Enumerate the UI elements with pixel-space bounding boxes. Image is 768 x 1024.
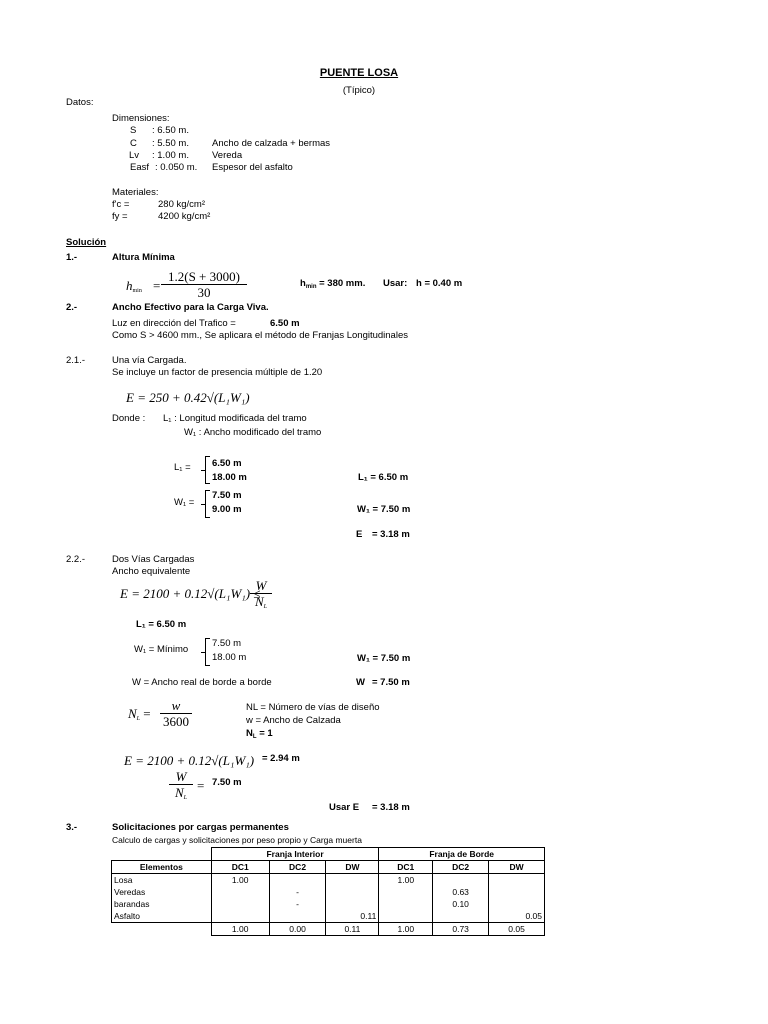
- s21-num: 2.1.-: [66, 355, 86, 366]
- e-formula-two-lanes-result: E = 2100 + 0.12√(L₁W₁): [124, 753, 255, 768]
- table-cell: Asfalto: [112, 910, 212, 923]
- dim-val: : 0.050 m.: [155, 162, 198, 173]
- nl-result: $N_L = 1$: [246, 728, 273, 740]
- column-header: DC2: [269, 861, 326, 874]
- s2-num: 2.-: [66, 302, 78, 313]
- w-calzada-definition: w = Ancho de Calzada: [246, 715, 341, 726]
- s21-title: Una vía Cargada.: [112, 355, 187, 366]
- mat-sym: fy =: [112, 211, 128, 222]
- l1-label: L₁ =: [174, 462, 191, 473]
- loads-table: [111, 847, 545, 936]
- donde-label: Donde :: [112, 413, 146, 424]
- s3-num: 3.-: [66, 822, 78, 833]
- materiales-heading: Materiales:: [112, 187, 159, 198]
- table-cell: [269, 910, 326, 923]
- table-cell: [326, 886, 379, 898]
- nl-definition: NL = Número de vías de diseño: [246, 702, 380, 713]
- hmin-fraction-den: 30: [197, 285, 211, 300]
- w-over-nl-fraction-2: [169, 769, 193, 806]
- dim-val: : 5.50 m.: [152, 138, 189, 149]
- nl-fraction-den: 3600: [163, 714, 189, 729]
- e-formula-one-lane: E = 250 + 0.42√(L₁W₁): [126, 390, 250, 405]
- w-definition: W = Ancho real de borde a borde: [132, 677, 272, 688]
- e-two-lanes-value: = 2.94 m: [262, 753, 300, 764]
- s1-title: Altura Mínima: [112, 252, 175, 263]
- page-title: PUENTE LOSA: [319, 67, 399, 79]
- mat-val: 4200 kg/cm²: [158, 211, 211, 222]
- table-cell: [379, 886, 433, 898]
- w1-min-label: W₁ = Mínimo: [134, 644, 189, 655]
- table-cell: [211, 910, 269, 923]
- table-cell: [269, 874, 326, 887]
- table-cell: [433, 874, 489, 887]
- total-cell: 0.11: [326, 923, 379, 936]
- dim-desc: Ancho de calzada + bermas: [212, 138, 331, 149]
- e-one-lane-label: E: [356, 529, 363, 540]
- nl-fraction-num: w: [160, 698, 192, 714]
- dim-sym: S: [130, 125, 137, 136]
- table-header-row: [112, 861, 545, 874]
- table-cell: 0.05: [489, 910, 545, 923]
- table-totals-row: [112, 923, 545, 936]
- w1-label: W₁ =: [174, 497, 195, 508]
- column-header: DC1: [211, 861, 269, 874]
- w-over-nl-fraction: [250, 578, 272, 615]
- mat-val: 280 kg/cm²: [158, 199, 205, 210]
- group-franja-borde: Franja de Borde: [379, 848, 545, 861]
- table-group-row: [112, 848, 545, 861]
- fraction-den: $N_L$: [174, 785, 187, 801]
- s22-subtitle: Ancho equivalente: [112, 566, 191, 577]
- table-cell: [379, 910, 433, 923]
- table-row: [112, 910, 545, 923]
- table-cell: [489, 898, 545, 910]
- w1-option: 7.50 m: [212, 490, 242, 501]
- table-row: [112, 898, 545, 910]
- table-cell: -: [269, 886, 326, 898]
- hmin-formula-eq: =: [153, 278, 161, 293]
- table-cell: Losa: [112, 874, 212, 887]
- l1-option: 18.00 m: [212, 472, 247, 483]
- dim-val: : 1.00 m.: [152, 150, 189, 161]
- w1-min-result: W₁ = 7.50 m: [357, 653, 411, 664]
- table-cell: Veredas: [112, 886, 212, 898]
- fraction-num: W: [169, 769, 193, 785]
- table-cell: 0.10: [433, 898, 489, 910]
- table-cell: barandas: [112, 898, 212, 910]
- s21-note: Se incluye un factor de presencia múltiple de 1.20: [112, 367, 323, 378]
- table-cell: 1.00: [379, 874, 433, 887]
- s2-title: Ancho Efectivo para la Carga Viva.: [112, 302, 269, 313]
- usar-e-value: = 3.18 m: [372, 802, 410, 813]
- table-cell: [489, 886, 545, 898]
- table-cell: [433, 910, 489, 923]
- column-header: Elementos: [112, 861, 212, 874]
- dim-sym: Lv: [129, 150, 140, 161]
- dim-val: : 6.50 m.: [152, 125, 189, 136]
- hmin-fraction-num: 1.2(S + 3000): [161, 269, 247, 285]
- total-cell: 0.73: [433, 923, 489, 936]
- table-cell: [326, 874, 379, 887]
- page-subtitle: (Típico): [342, 85, 376, 96]
- mat-sym: f'c =: [112, 199, 130, 210]
- l1-option: 6.50 m: [212, 458, 242, 469]
- w-over-nl-value: 7.50 m: [212, 777, 242, 788]
- luz-value: 6.50 m: [270, 318, 300, 329]
- w1-definition: W₁ : Ancho modificado del tramo: [184, 427, 322, 438]
- total-cell: 1.00: [211, 923, 269, 936]
- s22-num: 2.2.-: [66, 554, 86, 565]
- s3-title: Solicitaciones por cargas permanentes: [112, 822, 289, 833]
- hmin-result: $h_{min} = 380$ mm.: [300, 278, 366, 290]
- hmin-fraction: [161, 269, 247, 300]
- w1-result: W₁ = 7.50 m: [357, 504, 411, 515]
- table-cell: [112, 923, 212, 936]
- w-over-nl-eq: =: [197, 778, 205, 793]
- table-cell: -: [269, 898, 326, 910]
- e-one-lane-value: = 3.18 m: [372, 529, 410, 540]
- fraction-den: $N_L$: [254, 594, 267, 610]
- s22-title: Dos Vías Cargadas: [112, 554, 195, 565]
- s1-num: 1.-: [66, 252, 78, 263]
- l1-definition: L₁ : Longitud modificada del tramo: [163, 413, 307, 424]
- s3-note: Calculo de cargas y solicitaciones por peso propio y Carga muerta: [112, 835, 362, 845]
- usar-value: h = 0.40 m: [416, 278, 463, 289]
- table-cell: [211, 898, 269, 910]
- w-result-value: = 7.50 m: [372, 677, 410, 688]
- dim-sym: C: [130, 138, 137, 149]
- dim-desc: Vereda: [212, 150, 243, 161]
- column-header: DC1: [379, 861, 433, 874]
- table-cell: 0.11: [326, 910, 379, 923]
- w1-min-option: 18.00 m: [212, 652, 247, 663]
- l1-result: L₁ = 6.50 m: [358, 472, 409, 483]
- table-row: [112, 874, 545, 887]
- nl-formula-lhs: $N_L$ =: [128, 706, 151, 722]
- column-header: DC2: [433, 861, 489, 874]
- table-cell: [211, 886, 269, 898]
- s2-note: Como S > 4600 mm., Se aplicara el método de Franjas Longitudinales: [112, 330, 408, 341]
- dimensiones-heading: Dimensiones:: [112, 113, 170, 124]
- w1-min-option: 7.50 m: [212, 638, 242, 649]
- total-cell: 1.00: [379, 923, 433, 936]
- w1-brace: [205, 490, 210, 518]
- total-cell: 0.05: [489, 923, 545, 936]
- column-header: DW: [489, 861, 545, 874]
- w1-option: 9.00 m: [212, 504, 242, 515]
- table-cell: [112, 848, 212, 861]
- total-cell: 0.00: [269, 923, 326, 936]
- l1-brace: [205, 456, 210, 484]
- w-result-label: W: [356, 677, 365, 688]
- hmin-formula-lhs: $h_{min}$: [126, 278, 142, 294]
- dim-sym: Easf: [130, 162, 150, 173]
- datos-label: Datos:: [66, 97, 94, 108]
- table-cell: 1.00: [211, 874, 269, 887]
- usar-label: Usar:: [383, 278, 408, 289]
- usar-e-label: Usar E: [329, 802, 360, 813]
- table-cell: [489, 874, 545, 887]
- l1-line: L₁ = 6.50 m: [136, 619, 187, 630]
- e-formula-two-lanes: E = 2100 + 0.12√(L₁W₁) ≤: [120, 586, 261, 601]
- group-franja-interior: Franja Interior: [211, 848, 379, 861]
- luz-label: Luz en dirección del Trafico =: [112, 318, 236, 329]
- dim-desc: Espesor del asfalto: [212, 162, 293, 173]
- table-cell: 0.63: [433, 886, 489, 898]
- fraction-num: W: [250, 578, 272, 594]
- nl-fraction: [160, 698, 192, 729]
- table-cell: [326, 898, 379, 910]
- w1-min-brace: [205, 638, 210, 666]
- table-cell: [379, 898, 433, 910]
- table-row: [112, 886, 545, 898]
- solucion-heading: Solución: [66, 237, 107, 248]
- column-header: DW: [326, 861, 379, 874]
